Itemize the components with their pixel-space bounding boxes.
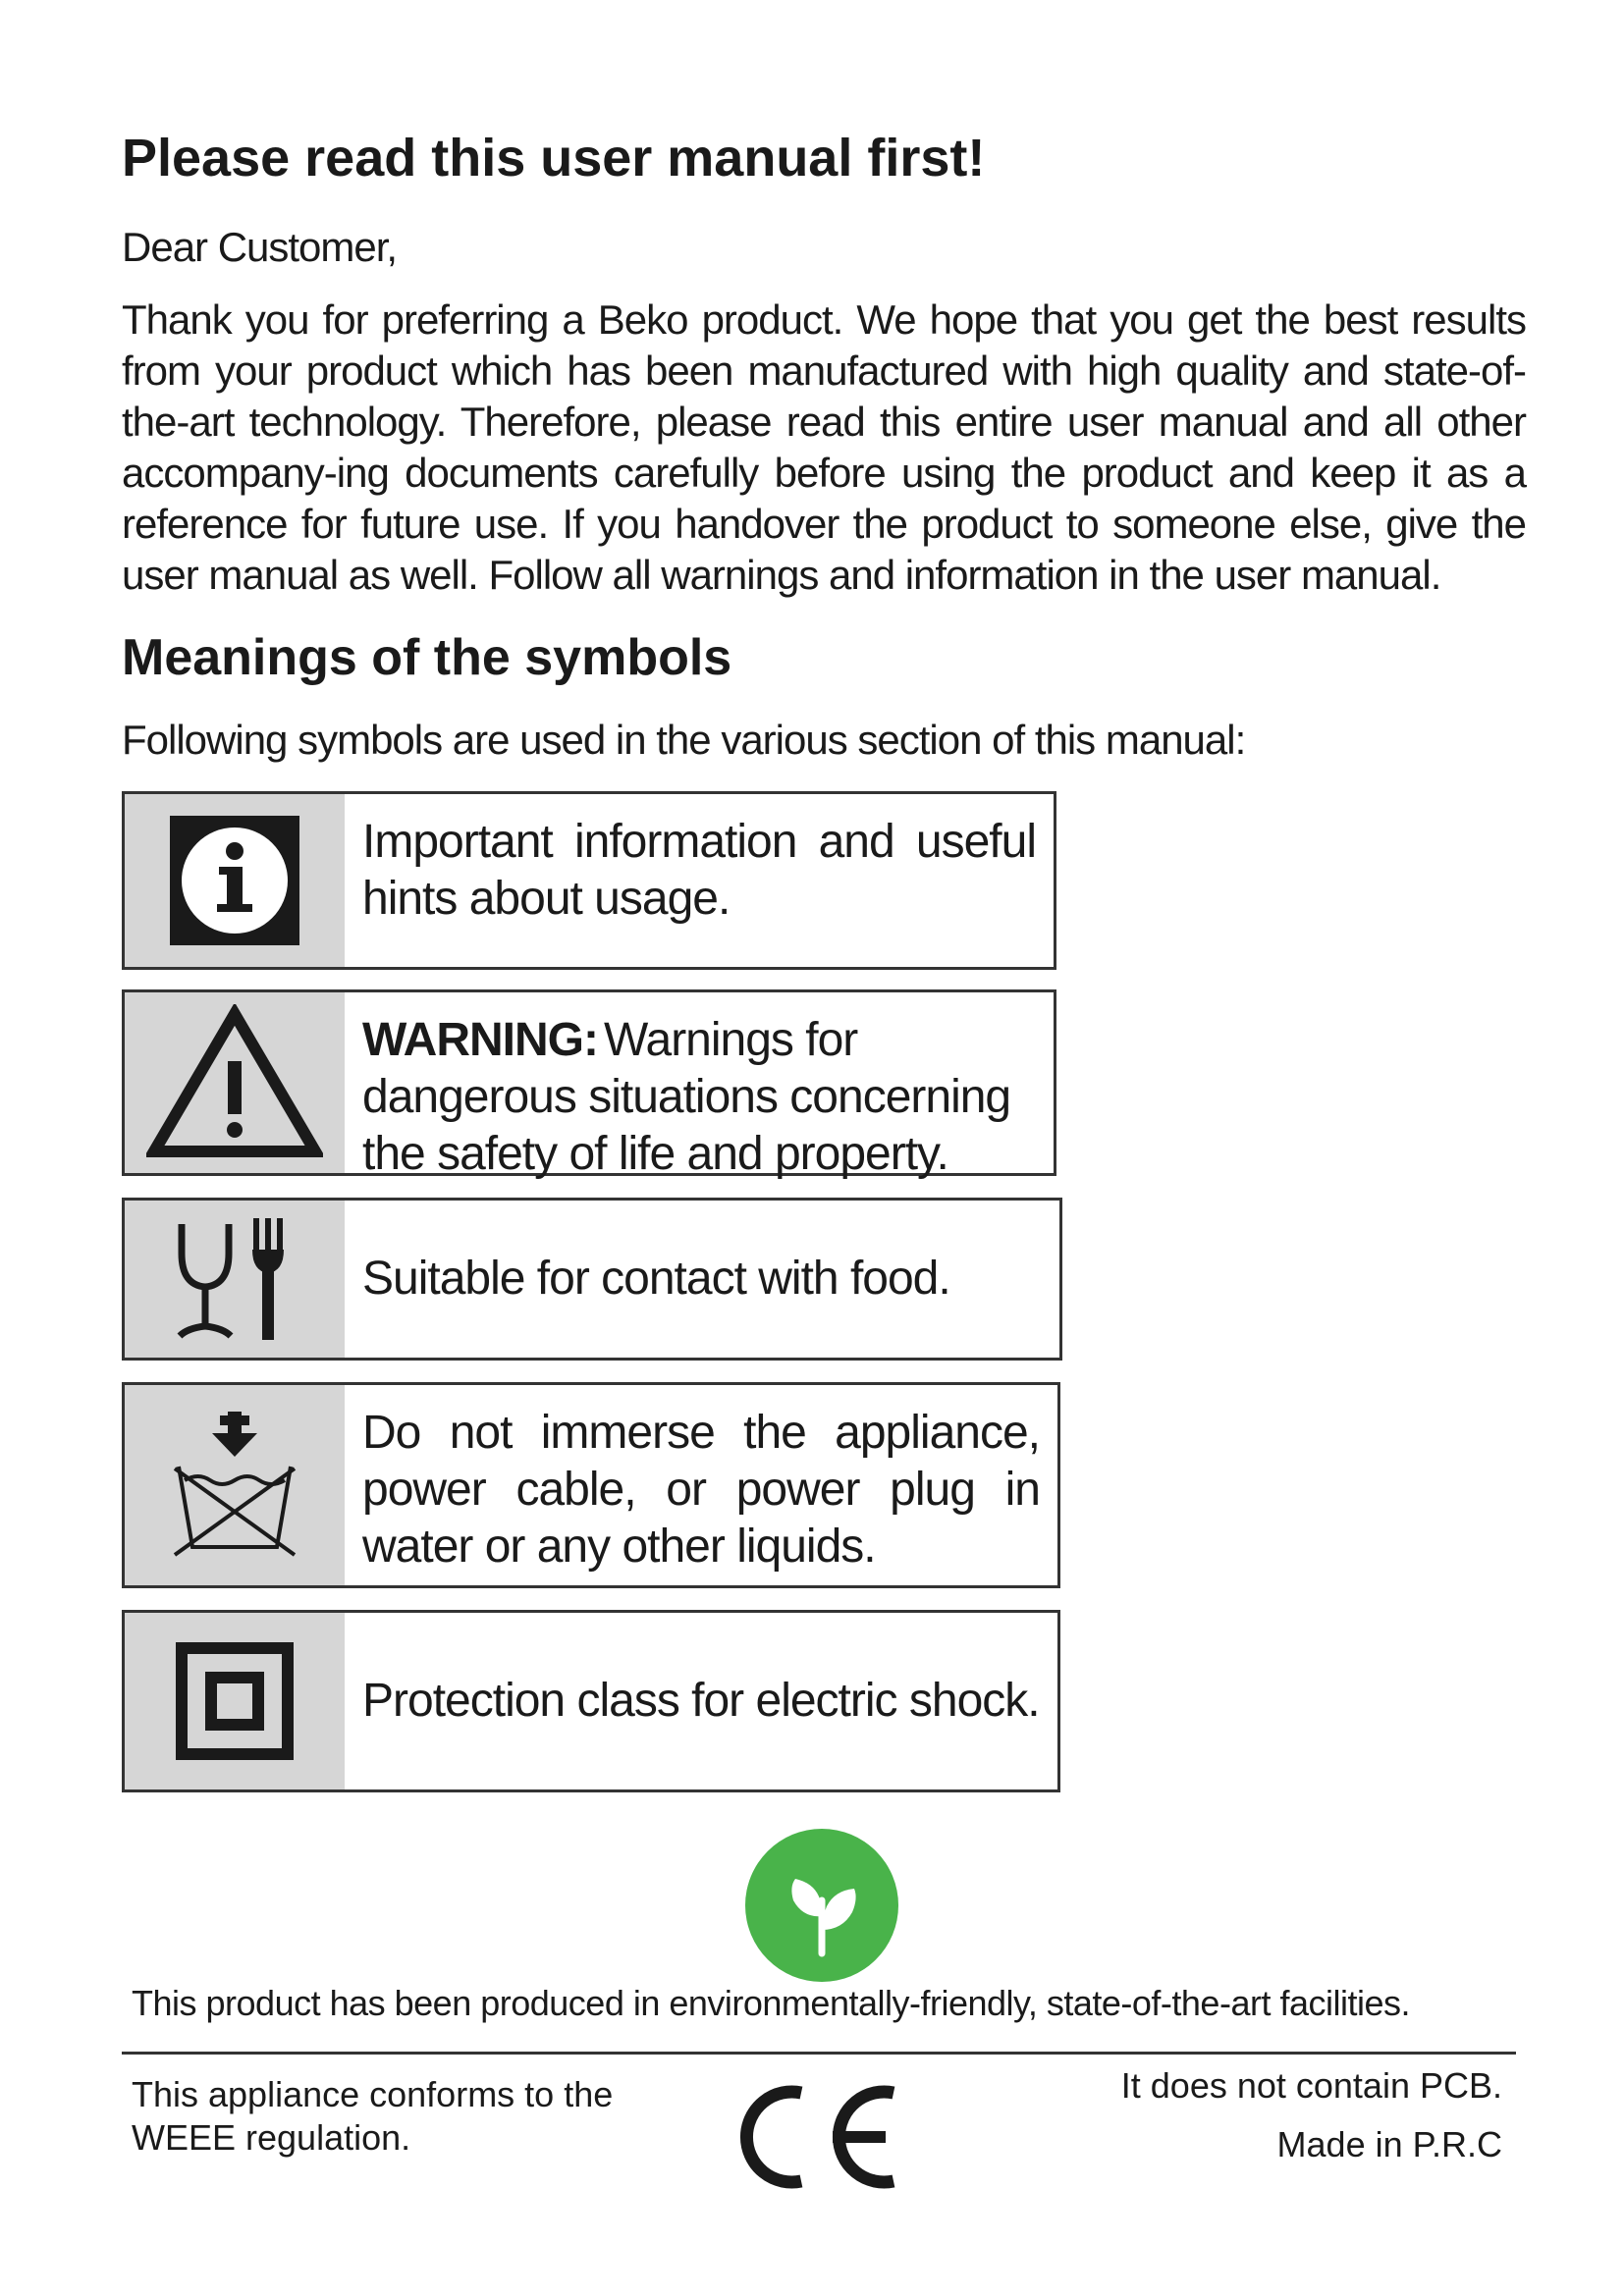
origin-statement: Made in P.R.C bbox=[1276, 2124, 1502, 2164]
symbols-intro: Following symbols are used in the various section of this manual: bbox=[122, 717, 1246, 763]
greeting: Dear Customer, bbox=[122, 224, 398, 270]
symbol-row-info bbox=[122, 791, 1056, 970]
divider bbox=[122, 2052, 1516, 2055]
do-not-immerse-icon bbox=[125, 1385, 345, 1585]
warning-label: WARNING: bbox=[362, 1014, 598, 1066]
symbols-heading: Meanings of the symbols bbox=[122, 629, 732, 686]
symbol-info-text: Important information and useful hints about usage. bbox=[362, 816, 1036, 925]
food-safe-icon bbox=[125, 1201, 345, 1358]
symbol-food-text: Suitable for contact with food. bbox=[362, 1253, 950, 1305]
symbol-protection-text: Protection class for electric shock. bbox=[362, 1675, 1040, 1727]
symbol-row-protection bbox=[122, 1610, 1060, 1792]
symbol-warning-text-block bbox=[345, 992, 1054, 1180]
symbol-row-food bbox=[122, 1198, 1062, 1361]
eco-statement: This product has been produced in environmentally-friendly, state-of-the-art facilities. bbox=[132, 1983, 1410, 2023]
info-icon bbox=[125, 794, 345, 967]
eco-leaf-icon bbox=[744, 1828, 899, 1983]
symbol-row-warning bbox=[122, 989, 1056, 1180]
symbol-warning-text: Warnings for dangerous situations concerning the safety of life and property. bbox=[362, 1014, 1011, 1180]
ce-mark-icon bbox=[729, 2075, 907, 2199]
pcb-statement: It does not contain PCB. bbox=[1120, 2065, 1502, 2106]
symbol-row-immerse bbox=[122, 1382, 1060, 1588]
intro-paragraph: Thank you for preferring a Beko product. We hope that you get the best results from your product which has been manufactured with high quality and state-of-the-art technology. Therefore, please read this entire user manual and all other accompany-ing documents carefully before using the product and keep it as a reference for future use. If you handover the product to someone else, give the user manual as well. Follow all warnings and information in the user manual. bbox=[122, 296, 1526, 598]
page-title: Please read this user manual first! bbox=[122, 129, 986, 187]
weee-statement: This appliance conforms to the WEEE regulation. bbox=[132, 2074, 614, 2158]
warning-triangle-icon bbox=[125, 992, 345, 1173]
protection-class-icon bbox=[125, 1613, 345, 1789]
symbol-immerse-text: Do not immerse the appliance, power cable, or power plug in water or any other liquids. bbox=[362, 1407, 1040, 1573]
